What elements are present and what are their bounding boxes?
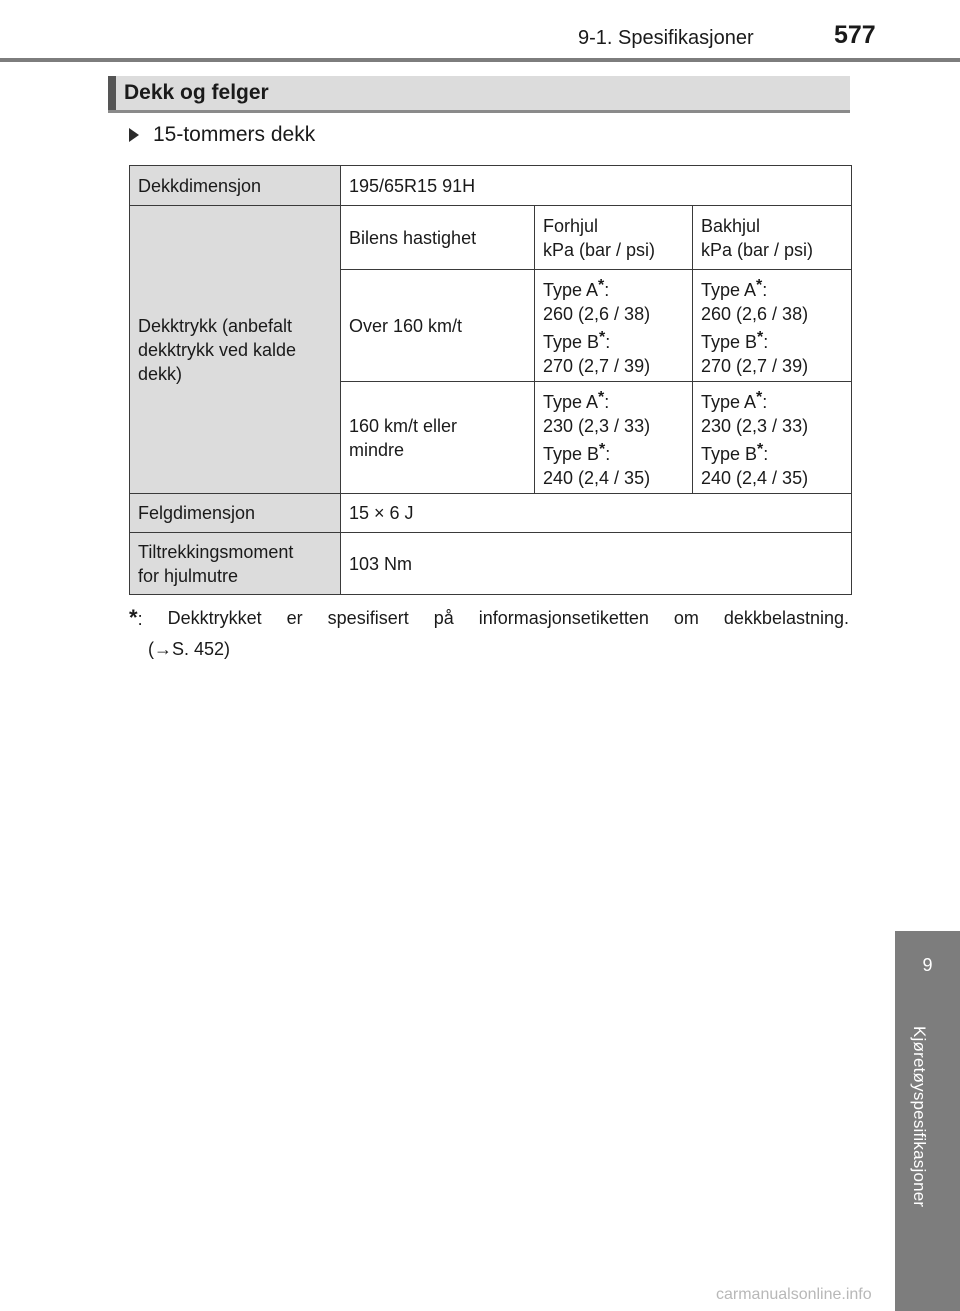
- table-row: [130, 494, 852, 533]
- footnote-word: dekkbelastning.: [723, 608, 849, 628]
- speed-over-160: Over 160 km/t: [341, 270, 535, 382]
- footnote-reference: (→S. 452): [148, 639, 231, 659]
- table-row: [130, 166, 852, 206]
- footnote-lead: *:: [129, 605, 143, 630]
- page-number: 577: [834, 21, 876, 49]
- footnote-line: [129, 603, 849, 634]
- section-heading-bar: [108, 76, 850, 110]
- footnote-word: om: [673, 608, 699, 628]
- pressure-value: 270 (2,7 / 39): [543, 355, 651, 376]
- tire-spec-table: [129, 165, 852, 595]
- subsection-heading: [129, 121, 315, 149]
- rear-header-line: Bakhjul: [701, 215, 761, 236]
- footnote-marker: *: [129, 605, 138, 630]
- rear-column-header: [693, 206, 852, 270]
- section-title: Dekk og felger: [124, 81, 269, 104]
- chapter-number: 9: [922, 955, 933, 975]
- torque-label: [130, 533, 341, 595]
- rim-dimension-value: 15 × 6 J: [341, 494, 852, 533]
- subsection-title: 15-tommers dekk: [153, 123, 316, 146]
- pressure-value: 240 (2,4 / 35): [543, 467, 651, 488]
- tire-pressure-label-line: dekk): [138, 363, 183, 384]
- type-label: Type B*:: [543, 440, 611, 464]
- front-header-line: Forhjul: [543, 215, 599, 236]
- speed-line: mindre: [349, 439, 405, 460]
- footnote: [129, 603, 849, 664]
- tire-pressure-label-line: Dekktrykk (anbefalt: [138, 315, 293, 336]
- torque-label-line: for hjulmutre: [138, 565, 239, 586]
- chapter-label: Kjøretøyspesifikasjoner: [910, 1026, 929, 1208]
- speed-column-header: Bilens hastighet: [341, 206, 535, 270]
- rear-header-unit: kPa (bar / psi): [701, 239, 814, 260]
- type-label: Type A*:: [543, 276, 610, 300]
- speed-line: 160 km/t eller: [349, 415, 458, 436]
- type-label: Type A*:: [543, 388, 610, 412]
- type-label: Type B*:: [701, 328, 769, 352]
- pressure-value: 270 (2,7 / 39): [701, 355, 809, 376]
- front-header-unit: kPa (bar / psi): [543, 239, 656, 260]
- footnote-word: Dekktrykket: [167, 608, 262, 628]
- type-label: Type B*:: [543, 328, 611, 352]
- section-accent: [108, 76, 116, 110]
- table-row: [130, 533, 852, 595]
- rear-pressure-over-160: [693, 270, 852, 382]
- front-pressure-over-160: [535, 270, 693, 382]
- section-underline: [108, 110, 850, 113]
- footnote-word: på: [433, 608, 454, 628]
- arrow-right-icon: →: [154, 639, 172, 659]
- torque-label-line: Tiltrekkingsmoment: [138, 541, 294, 562]
- type-label: Type B*:: [701, 440, 769, 464]
- footnote-word: er: [286, 608, 303, 628]
- table-row: [130, 206, 852, 270]
- rear-pressure-160-or-less: [693, 382, 852, 494]
- torque-value: 103 Nm: [341, 533, 852, 595]
- footnote-word: spesifisert: [327, 608, 409, 628]
- watermark: carmanualsonline.info: [716, 1286, 872, 1303]
- pressure-value: 230 (2,3 / 33): [543, 415, 651, 436]
- chapter-side-tab: [895, 931, 960, 1311]
- footnote-word: informasjonsetiketten: [478, 608, 649, 628]
- page-reference-link[interactable]: S. 452): [172, 639, 231, 659]
- header-rule: [0, 58, 960, 62]
- type-label: Type A*:: [701, 276, 768, 300]
- tire-dimension-value: 195/65R15 91H: [341, 166, 852, 206]
- speed-160-or-less: [341, 382, 535, 494]
- tire-dimension-label: Dekkdimensjon: [130, 166, 341, 206]
- front-pressure-160-or-less: [535, 382, 693, 494]
- pressure-value: 260 (2,6 / 38): [701, 303, 809, 324]
- pressure-value: 240 (2,4 / 35): [701, 467, 809, 488]
- tire-pressure-label: [130, 206, 341, 494]
- pressure-value: 260 (2,6 / 38): [543, 303, 651, 324]
- pressure-value: 230 (2,3 / 33): [701, 415, 809, 436]
- triangle-bullet-icon: [129, 128, 139, 142]
- chapter-title: 9-1. Spesifikasjoner: [578, 27, 754, 49]
- tire-pressure-label-line: dekktrykk ved kalde: [138, 339, 297, 360]
- rim-dimension-label: Felgdimensjon: [130, 494, 341, 533]
- front-column-header: [535, 206, 693, 270]
- type-label: Type A*:: [701, 388, 768, 412]
